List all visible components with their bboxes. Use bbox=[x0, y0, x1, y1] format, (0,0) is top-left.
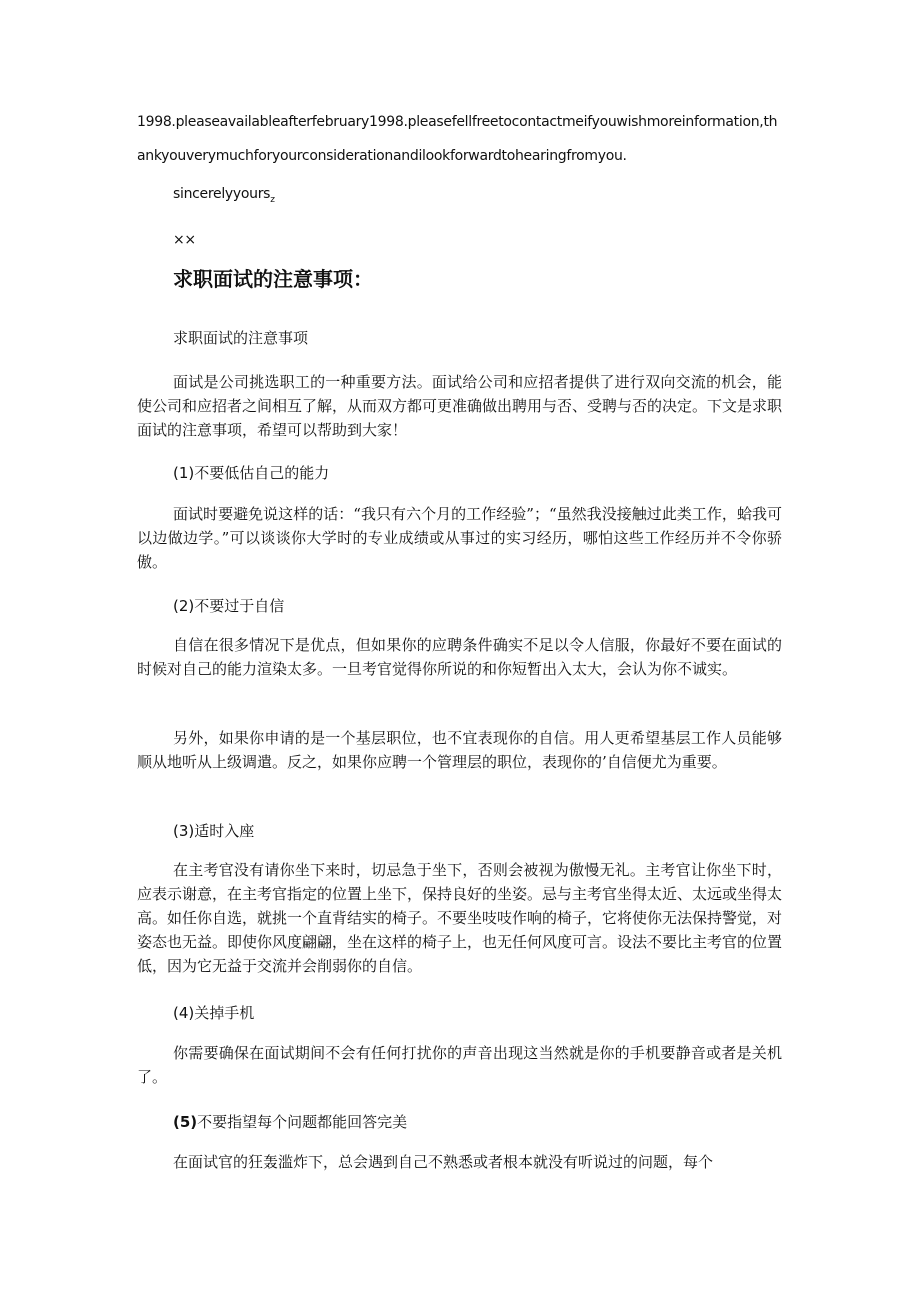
section-heading-3 bbox=[173, 820, 818, 841]
section-number: (3) bbox=[173, 822, 195, 840]
section-5-paragraph: 在面试官的狂轰滥炸下，总会遇到自己不熟悉或者根本就没有听说过的问题，每个 bbox=[173, 1153, 714, 1171]
section-3-paragraph: 在主考官没有请你坐下来时，切忌急于坐下，否则会被视为傲慢无礼。主考官让你坐下时，应表示谢意，在主考官指定的位置上坐下，保持良好的坐姿。忌与主考官坐得太近、太远或坐得太高。如任你自选，就挑一个直背结实的椅子。不要坐吱吱作响的椅子，它将使你无法保持警觉，对姿态也无益。即使你风度翩翩，坐在这样的椅子上，也无任何风度可言。设法不要比主考官的位置低，因为它无益于交流并会削弱你的自信。 bbox=[137, 861, 783, 975]
section-title: 不要过于自信 bbox=[194, 597, 285, 615]
closing-mark: z bbox=[270, 195, 275, 205]
letter-signature: ×× bbox=[173, 232, 196, 248]
article-title: 求职面试的注意事项： bbox=[173, 267, 373, 291]
section-heading-5 bbox=[173, 1111, 818, 1132]
section-title: 不要指望每个问题都能回答完美 bbox=[197, 1113, 408, 1131]
section-2-paragraph: 自信在很多情况下是优点，但如果你的应聘条件确实不足以令人信服，你最好不要在面试的时候对自己的能力渲染太多。一旦考官觉得你所说的和你短暂出入太大，会认为你不诚实。 bbox=[137, 636, 782, 678]
section-title: 适时入座 bbox=[194, 822, 255, 840]
closing-text: sincerelyyours bbox=[173, 186, 271, 202]
section-number: (1) bbox=[173, 464, 195, 482]
letter-closing bbox=[173, 186, 818, 205]
section-heading-1 bbox=[173, 462, 818, 483]
article-subtitle: 求职面试的注意事项 bbox=[173, 329, 309, 347]
letter-body: 1998.pleaseavailableafterfebruary1998.pleasefellfreetocontactmeifyouwishmoreinformation,thankyouverymuchforyourconsiderationandilookforwardtohearingfromyou. bbox=[137, 114, 778, 164]
section-number: (4) bbox=[173, 1004, 195, 1022]
section-title: 关掉手机 bbox=[194, 1004, 255, 1022]
section-title: 不要低估自己的能力 bbox=[194, 464, 330, 482]
section-4-paragraph: 你需要确保在面试期间不会有任何打扰你的声音出现这当然就是你的手机要静音或者是关机了。 bbox=[137, 1044, 782, 1086]
intro-paragraph: 面试是公司挑选职工的一种重要方法。面试给公司和应招者提供了进行双向交流的机会，能使公司和应招者之间相互了解，从而双方都可更准确做出聘用与否、受聘与否的决定。下文是求职面试的注意事项，希望可以帮助到大家！ bbox=[137, 373, 783, 439]
section-number: (2) bbox=[173, 597, 195, 615]
section-2-paragraph-2: 另外，如果你申请的是一个基层职位，也不宜表现你的自信。用人更希望基层工作人员能够顺从地听从上级调遣。反之，如果你应聘一个管理层的职位，表现你的’自信便尤为重要。 bbox=[137, 729, 782, 771]
section-heading-2 bbox=[173, 595, 818, 616]
section-heading-4 bbox=[173, 1002, 818, 1023]
section-number: (5) bbox=[173, 1113, 198, 1131]
section-1-paragraph: 面试时要避免说这样的话：“我只有六个月的工作经验”；“虽然我没接触过此类工作，蛤我可以边做边学。”可以谈谈你大学时的专业成绩或从事过的实习经历，哪怕这些工作经历并不令你骄傲。 bbox=[137, 505, 782, 571]
